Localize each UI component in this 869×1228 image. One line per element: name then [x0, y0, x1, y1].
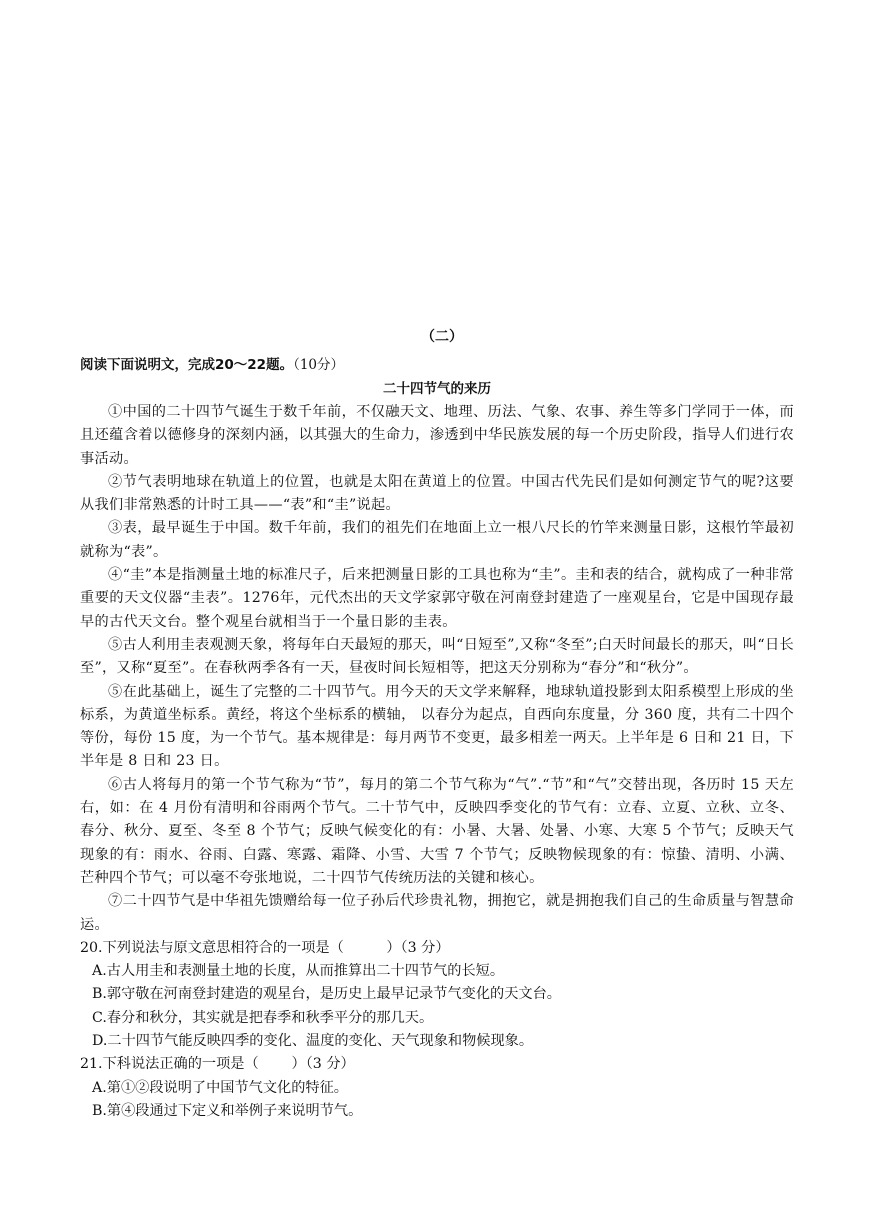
paragraph-6: ⑤在此基础上，诞生了完整的二十四节气。用今天的天文学来解释，地球轨道投影到太阳系模型上形成的坐标系，为黄道坐标系。黄经，将这个坐标系的横轴， 以春分为起点，自西向东度量，分 360 度，共有二十四个等份，每份 15 度，为一个节气。基本规律是：每月两节不变更，最多相差一两天。上半年是 6 日和 21 日，下半年是 8 日和 23 日。: [80, 683, 794, 770]
question-20: [80, 937, 794, 1053]
option-c: C.春分和秋分，其实就是把春季和秋季平分的那几天。: [92, 1009, 434, 1026]
article-title: 二十四节气的来历: [383, 381, 491, 397]
paragraph-7: ⑥古人将每月的第一个节气称为“节”，每月的第二个节气称为“气”.“节”和“气”交替出现，各历时 15 天左右，如：在 4 月份有清明和谷雨两个节气。二十节气中，反映四季变化的节气有：立春、立夏、立秋、立冬、春分、秋分、夏至、冬至 8 个节气；反映气候变化的有：小暑、大暑、处暑、小寒、大寒 5 个节气；反映天气现象的有：雨水、谷雨、白露、寒露、霜降、小雪、大雪 7 个节气；反映物候现象的有：惊蛰、清明、小满、芒种四个节气；可以毫不夸张地说，二十四节气传统历法的关键和核心。: [80, 776, 794, 886]
instruction-text: 阅读下面说明文，完成20～22题。: [80, 357, 294, 373]
section-title: （二）: [421, 329, 463, 345]
reading-section: [80, 326, 794, 1123]
option-b: B.第④段通过下定义和举例子来说明节气。: [92, 1102, 363, 1119]
instruction-score: （10分）: [293, 357, 345, 373]
question-stem: 20.下列说法与原文意思相符合的一项是（ ）（3 分）: [80, 939, 450, 956]
paragraph-8: ⑦二十四节气是中华祖先馈赠给每一位子孙后代珍贵礼物，拥抱它，就是拥抱我们自己的生命质量与智慧命运。: [80, 893, 794, 933]
paragraph-5: ⑤古人利用圭表观测天象，将每年白天最短的那天，叫“日短至”,又称“冬至”;白天时间最长的那天，叫“日长至”，又称“夏至”。在春秋两季各有一天，昼夜时间长短相等，把这天分别称为“春分”和“秋分”。: [80, 636, 794, 677]
paragraph-2: ②节气表明地球在轨道上的位置，也就是太阳在黄道上的位置。中国古代先民们是如何测定节气的呢?这要从我们非常熟悉的计时工具——“表”和“圭”说起。: [80, 473, 794, 514]
option-a: A.第①②段说明了中国节气文化的特征。: [92, 1079, 348, 1096]
question-stem: 21.下科说法正确的一项是（ ）（3 分）: [80, 1056, 355, 1073]
paragraph-1: ①中国的二十四节气诞生于数千年前，不仅融天文、地理、历法、气象、农事、养生等多门学同于一体，而且还蕴含着以德修身的深刻内涵，以其强大的生命力，渗透到中华民族发展的每一个历史阶段，指导人们进行农事活动。: [80, 404, 794, 467]
option-b: B.郭守敬在河南登封建造的观星台，是历史上最早记录节气变化的天文台。: [92, 986, 561, 1003]
paragraph-3: ③表，最早诞生于中国。数千年前，我们的祖先们在地面上立一根八尺长的竹竿来测量日影，这根竹竿最初就称为“表”。: [80, 520, 794, 560]
option-d: D.二十四节气能反映四季的变化、温度的变化、天气现象和物候现象。: [92, 1033, 534, 1050]
question-21: [80, 1053, 794, 1123]
reading-instruction: [80, 354, 794, 378]
option-a: A.古人用圭和表测量土地的长度，从而推算出二十四节气的长短。: [92, 963, 505, 980]
paragraph-4: ④“圭”本是指测量土地的标准尺子，后来把测量日影的工具也称为“圭”。圭和表的结合，就构成了一种非常重要的天文仪器“圭表”。1276年，元代杰出的天文学家郭守敬在河南登封建造了一座观星台，它是中国现存最早的古代天文台。整个观星台就相当于一个量日影的圭表。: [80, 567, 794, 630]
